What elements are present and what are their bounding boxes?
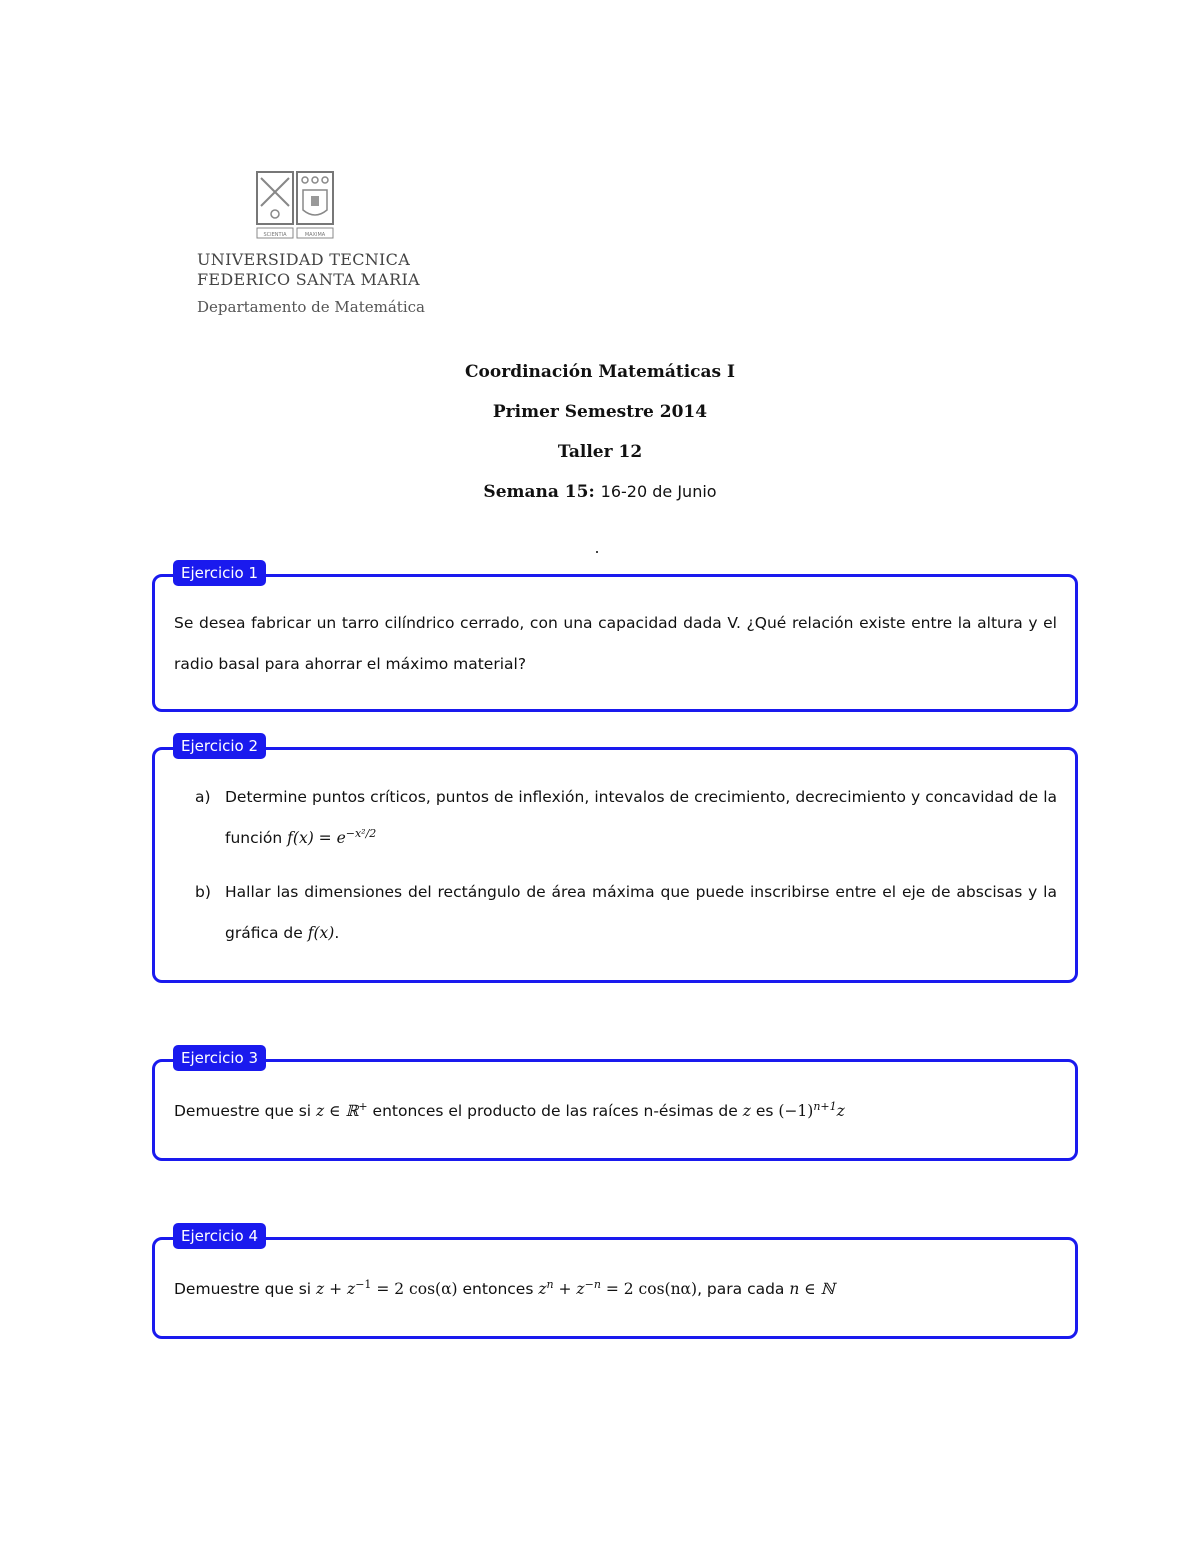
- ex3-text-middle: entonces el producto de las raíces n-ésimas de: [367, 1102, 743, 1120]
- exercise-1-text: Se desea fabricar un tarro cilíndrico cerrado, con una capacidad dada V. ¿Qué relación existe entre la altura y el radio basal para ahorrar el máximo material?: [174, 614, 1057, 673]
- exercise-3-tag: Ejercicio 3: [173, 1045, 266, 1071]
- exercise-2-tag: Ejercicio 2: [173, 733, 266, 759]
- week-label: Semana 15:: [483, 482, 595, 502]
- ex4-math-6: n ∈ ℕ: [789, 1280, 835, 1298]
- exercise-2-item-b: [195, 872, 1057, 954]
- ex4-math-1: z + z: [316, 1280, 356, 1298]
- exercise-1-box: [152, 564, 1078, 712]
- exercise-2-box: [152, 737, 1078, 983]
- exercise-2-item-a: [195, 777, 1057, 859]
- ex3-math-1: z ∈ ℝ: [316, 1102, 359, 1120]
- course-title: Coordinación Matemáticas I: [465, 362, 735, 382]
- ex3-math-3-sup: n+1: [813, 1099, 837, 1113]
- ex4-math-3-sup: n: [546, 1277, 554, 1291]
- item-a-exponent: −x²/2: [345, 826, 377, 840]
- ex4-text-middle2: , para cada: [697, 1280, 790, 1298]
- exercise-4-box: [152, 1227, 1078, 1339]
- ex4-text-before: Demuestre que si: [174, 1280, 317, 1298]
- item-b-math: f(x): [307, 924, 335, 942]
- crest-motto-right: MAXIMA: [304, 232, 326, 238]
- ex4-math-1-sup: −1: [355, 1277, 372, 1291]
- crest-motto-left: SCIENTIA: [263, 232, 287, 238]
- exercise-1-tag: Ejercicio 1: [173, 560, 266, 586]
- workshop-title: Taller 12: [557, 442, 643, 462]
- department-name: Departamento de Matemática: [197, 298, 425, 316]
- ex3-math-3: (−1): [778, 1102, 814, 1120]
- semester-title: Primer Semestre 2014: [492, 402, 708, 422]
- university-logo: [197, 170, 425, 316]
- exercise-4-tag: Ejercicio 4: [173, 1223, 266, 1249]
- ex4-math-2: = 2 cos(α): [371, 1280, 458, 1298]
- university-name-line1: UNIVERSIDAD TECNICA: [197, 250, 411, 269]
- university-name-line2: FEDERICO SANTA MARIA: [197, 270, 420, 289]
- ex3-text-before: Demuestre que si: [174, 1102, 317, 1120]
- university-crest-icon: [255, 170, 335, 242]
- ex3-math-2: z: [742, 1102, 751, 1120]
- ex3-text-middle2: es: [750, 1102, 779, 1120]
- ex4-math-4-sup: −n: [584, 1277, 601, 1291]
- week-line: [0, 482, 1200, 502]
- exercise-3-text: [174, 1091, 1057, 1132]
- ex4-text-middle: entonces: [457, 1280, 539, 1298]
- ex4-math-5: = 2 cos(nα): [600, 1280, 698, 1298]
- ex4-math-4: + z: [553, 1280, 585, 1298]
- item-b-text-after: .: [334, 924, 340, 942]
- item-a-mark: a): [195, 788, 211, 806]
- exercise-4-text: [174, 1269, 1057, 1310]
- ex3-math-1-sup: +: [358, 1099, 368, 1113]
- exercise-3-box: [152, 1049, 1078, 1161]
- separator-dot: [596, 551, 598, 553]
- item-b-text: Hallar las dimensiones del rectángulo de área máxima que puede inscribirse entre el eje de abscisas y la gráfica de: [225, 883, 1057, 942]
- item-a-text: Determine puntos críticos, puntos de inflexión, intevalos de crecimiento, decrecimiento y concavidad de la función: [225, 788, 1057, 847]
- ex4-math-3: z: [538, 1280, 547, 1298]
- ex3-math-4: z: [836, 1102, 845, 1120]
- item-b-mark: b): [195, 883, 211, 901]
- item-a-math: f(x) = e: [287, 829, 346, 847]
- week-dates: 16-20 de Junio: [600, 482, 717, 501]
